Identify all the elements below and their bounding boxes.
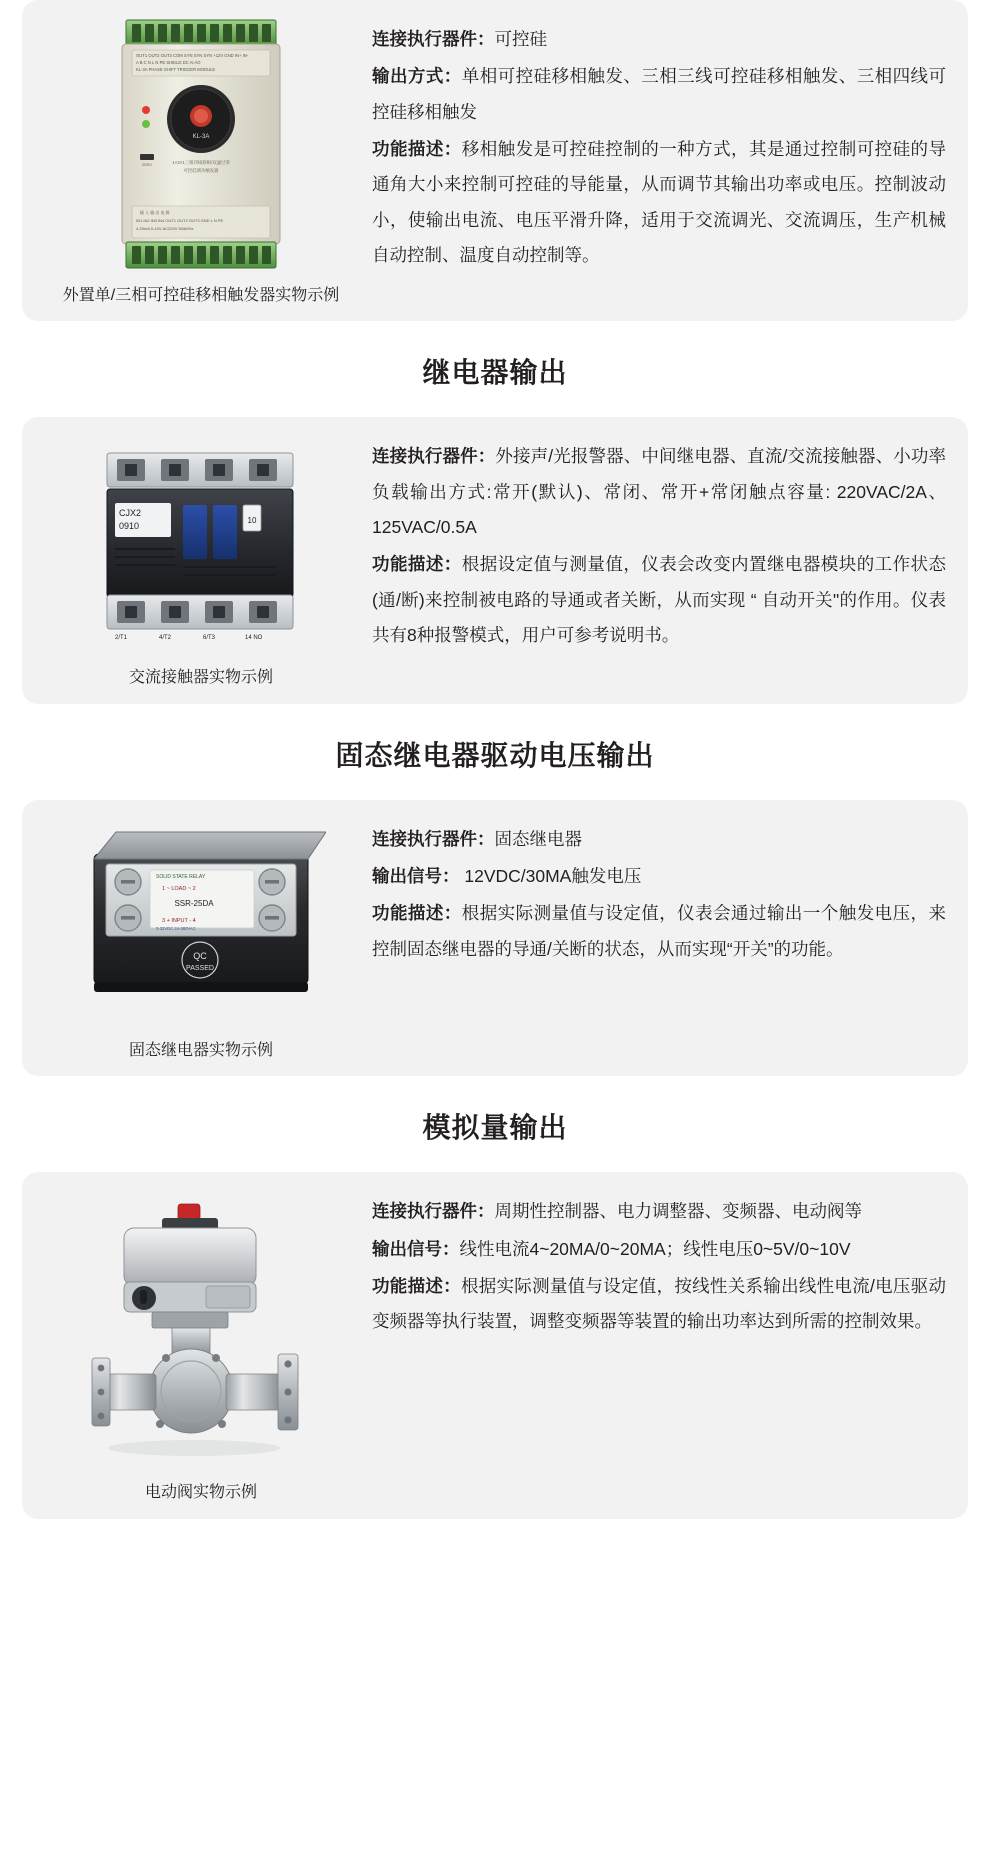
svg-text:3 + INPUT - 4: 3 + INPUT - 4: [162, 917, 196, 924]
media-column-relay: [36, 431, 366, 689]
svg-text:4/T2: 4/T2: [158, 635, 171, 642]
caption-contactor: 交流接触器实物示例: [128, 669, 273, 687]
text-connect-device: 可控硅: [494, 29, 547, 49]
text-analog-function-desc: 根据实际测量值与设定值，按线性关系输出线性电流/电压驱动变频器等执行装置，调整变频器等装置的输出功率达到所需的控制效果。: [372, 1275, 946, 1332]
label-analog-output-signal: 输出信号：: [372, 1238, 460, 1259]
para-ssr-connect-device: [372, 822, 946, 857]
section-heading-analog-output: 模拟量输出: [422, 1112, 568, 1144]
svg-text:1 ~ LOAD ~ 2: 1 ~ LOAD ~ 2: [162, 885, 196, 892]
svg-text:可控硅调功触发器: 可控硅调功触发器: [182, 168, 219, 173]
svg-text:CJX2: CJX2: [118, 508, 141, 519]
label-ssr-function-desc: 功能描述：: [372, 903, 462, 924]
para-analog-connect-device: [372, 1194, 946, 1229]
svg-text:6/T3: 6/T3: [202, 635, 215, 642]
product-image-electric-valve: [51, 1186, 351, 1476]
text-analog-connect-device: 周期性控制器、电力调整器、变频器、电动阀等: [494, 1201, 862, 1222]
svg-text:KL-3A PHASE SHIFT TRIGGER MOD: KL-3A PHASE SHIFT TRIGGER MODULE: [135, 67, 215, 72]
card-ssr-voltage: [22, 800, 968, 1076]
caption-ssr: 固态继电器实物示例: [128, 1041, 273, 1059]
card-relay-output: [22, 417, 968, 703]
svg-text:IN1 IN2 IN3 IN4 OUT1 OUT2 OUT3: IN1 IN2 IN3 IN4 OUT1 OUT2 OUT3 GND L N PE: [135, 218, 223, 223]
svg-text:1×3×1三相四线移相/双滤过零: 1×3×1三相四线移相/双滤过零: [171, 160, 230, 165]
svg-text:OUT1 OUT2 OUT3 COM SYN SYN: OUT1 OUT2 OUT3 COM SYN SYN SYN +12V GND IN+ IN-: [135, 53, 248, 58]
electric-valve-illustration: [66, 1186, 336, 1476]
svg-text:14 NO: 14 NO: [244, 635, 262, 642]
label-analog-function-desc: 功能描述：: [372, 1275, 461, 1296]
body-ssr-voltage: [366, 814, 950, 973]
para-output-mode: [372, 59, 946, 130]
label-function-desc: 功能描述：: [372, 139, 462, 160]
label-ssr-output-signal: 输出信号：: [372, 866, 460, 887]
para-relay-function-desc: [372, 547, 946, 653]
svg-text:ZERO: ZERO: [141, 163, 152, 167]
text-output-mode: 单相可控硅移相触发、三相三线可控硅移相触发、三相四线可控硅移相触发: [372, 66, 947, 122]
media-column-scr: [36, 14, 366, 307]
label-relay-function-desc: 功能描述：: [372, 554, 462, 575]
para-connect-device: [372, 22, 946, 57]
product-image-ssr: [51, 814, 351, 1034]
text-relay-function-desc: 根据设定值与测量值，仪表会改变内置继电器模块的工作状态(通/断)来控制被电路的导通或者关断，从而实现 “ 自动开关"的作用。仪表共有8种报警模式，用户可参考说明书。: [372, 554, 947, 646]
para-ssr-function-desc: [372, 896, 946, 967]
svg-text:QC: QC: [193, 950, 207, 961]
label-ssr-connect-device: 连接执行器件：: [372, 828, 495, 849]
section-heading-ssr-voltage: 固态继电器驱动电压输出: [335, 739, 655, 771]
body-relay-output: [366, 431, 950, 659]
caption-electric-valve: 电动阀实物示例: [144, 1484, 257, 1502]
text-ssr-function-desc: 根据实际测量值与设定值，仪表会通过输出一个触发电压，来控制固态继电器的导通/关断的状态，从而实现“开关”的功能。: [372, 903, 947, 959]
svg-text:SSR-25DA: SSR-25DA: [174, 898, 214, 908]
svg-text:A B C N L N PE SHIE: A B C N L N PE SHIELD DC AI AO: [135, 60, 201, 65]
label-connect-device: 连接执行器件：: [372, 29, 495, 49]
text-relay-connect-device: 外接声/光报警器、中间继电器、直流/交流接触器、小功率负载输出方式:常开(默认)、常闭、常开+常闭触点容量: 220VAC/2A、125VAC/0.5A: [372, 446, 946, 538]
media-column-ssr: [36, 814, 366, 1062]
para-function-desc: [372, 132, 946, 273]
product-image-scr-trigger: [51, 14, 351, 279]
svg-text:4-20mA 0-10V AC220V 50/60Hz: 4-20mA 0-10V AC220V 50/60Hz: [135, 226, 193, 231]
section-heading-relay-output: 继电器输出: [422, 357, 568, 389]
text-ssr-output-signal: 12VDC/30MA触发电压: [459, 866, 642, 887]
para-analog-output-signal: [372, 1232, 946, 1267]
body-analog-output: [366, 1186, 950, 1345]
label-output-mode: 输出方式：: [372, 66, 462, 87]
svg-text:PASSED: PASSED: [186, 964, 214, 972]
label-analog-connect-device: 连接执行器件：: [372, 1201, 495, 1222]
text-ssr-connect-device: 固态继电器: [494, 828, 582, 849]
svg-text:0910: 0910: [118, 521, 139, 532]
body-scr-trigger: [366, 14, 950, 279]
para-relay-connect-device: [372, 439, 946, 545]
svg-text:KL-3A: KL-3A: [192, 134, 209, 140]
svg-text:3-32VDC 24-380VAC: 3-32VDC 24-380VAC: [156, 925, 196, 931]
label-relay-connect-device: 连接执行器件：: [372, 446, 496, 467]
svg-text:输 入 输 出 电 源: 输 入 输 出 电 源: [139, 210, 170, 215]
media-column-valve: [36, 1186, 366, 1504]
para-ssr-output-signal: [372, 859, 946, 894]
scr-trigger-illustration: [84, 14, 319, 279]
ac-contactor-illustration: [79, 431, 324, 661]
product-image-contactor: [51, 431, 351, 661]
svg-text:SOLID STATE RELAY: SOLID STATE RELAY: [156, 873, 206, 880]
text-analog-output-signal: 线性电流4~20MA/0~20MA；线性电压0~5V/0~10V: [459, 1238, 851, 1259]
svg-text:10: 10: [247, 516, 256, 526]
text-function-desc: 移相触发是可控硅控制的一种方式，其是通过控制可控硅的导通角大小来控制可控硅的导能量，从而调节其输出功率或电压。控制波动小，使输出电流、电压平滑升降，适用于交流调光、交流调压，生产机械自动控制、温度自动控制等。: [372, 139, 947, 266]
card-scr-trigger: [22, 0, 968, 321]
svg-text:2/T1: 2/T1: [114, 635, 127, 642]
solid-state-relay-illustration: [76, 814, 326, 1034]
caption-scr-trigger: 外置单/三相可控硅移相触发器实物示例: [62, 287, 340, 304]
para-analog-function-desc: [372, 1269, 946, 1340]
card-analog-output: [22, 1172, 968, 1518]
